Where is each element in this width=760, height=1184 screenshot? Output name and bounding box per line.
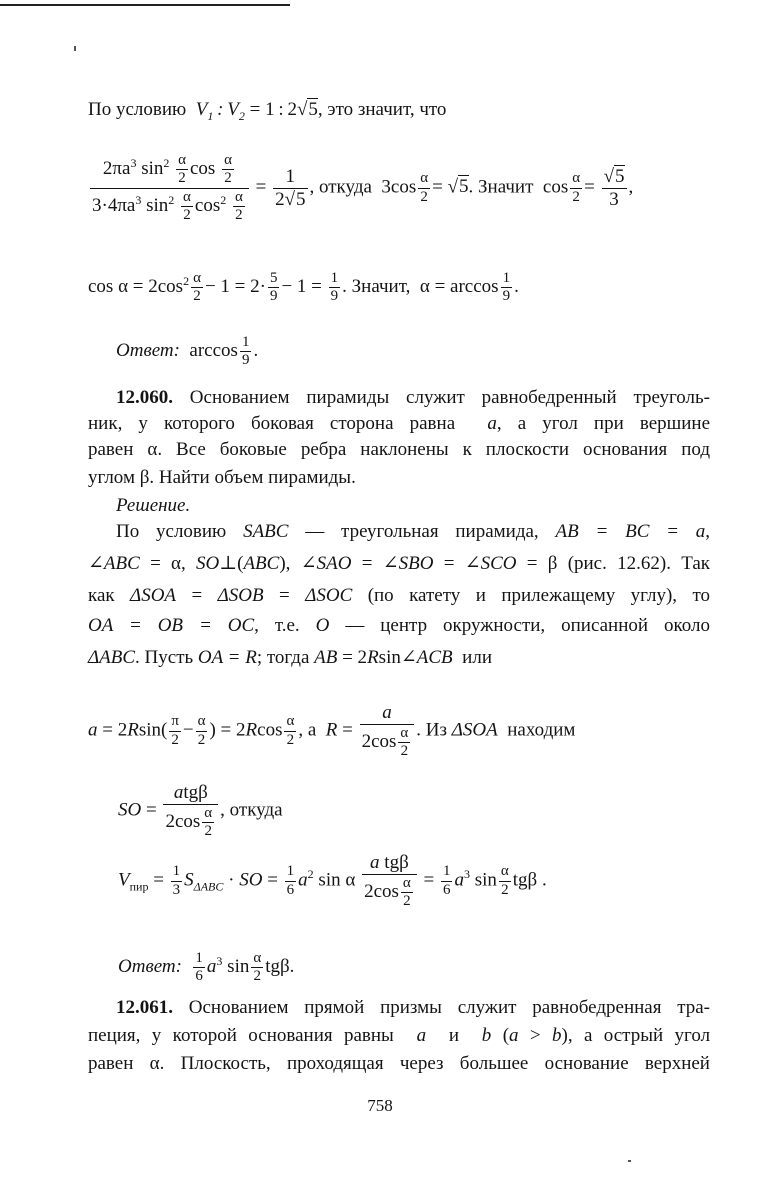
text: ; тогда [256,647,310,668]
text: и [448,1025,460,1046]
intro-line [88,98,446,122]
text: . Все боковые ребра наклонены к плоскости основания под [157,439,710,460]
text: . Плоскость, проходящая через большее основание верхней [159,1053,710,1074]
text: — центр окружности, описанной около [345,615,711,636]
solution-line5: ΔABC. Пусть OA = R; тогда AB = 2Rsin∠ACB или [88,647,492,668]
equation-SO: SO = atgβ 2cos $\frac{\alpha}{2}$ , откуда [118,782,283,840]
equation-2: $\cos \alpha = 2\cos^2$ $\frac{\alpha}{2}$ − 1 = 2· $\frac{5}{9}$ − 1 = $\frac{1}{9}$ . Значит, α = arccos $\frac{1}{9}$ . [88,270,519,305]
problem-060-line2: ник, у которого боковая сторона равна a, а угол при вершине [88,413,711,434]
equation-V: $V_{пир}$ = $\frac{1}{3}$ $S_{\Delta ABC}$ · SO = $\frac{1}{6}$ $a^2$ sin α a tgβ 2cos $\frac{\alpha}{2}$ = $\frac{1}{6}$ $a^3$ sin $\frac{\alpha}{2}$ tgβ . [118,852,547,910]
scan-speck [628,1160,631,1162]
text: Основанием прямой призмы служит равнобедренная тра- [188,997,711,1018]
fraction-one-over-2sqrt5: $\frac{1}{2√5}$ [275,165,306,210]
scan-speck [74,46,76,51]
solution-line1: По условию SABC — треугольная пирамида, AB = BC = a, [116,521,711,542]
text: — треугольная пирамида, [305,521,539,542]
formula-ratio: $V_1$ : $V_2 = 1$ : 2√5 [190,99,318,123]
text: или [462,647,492,668]
problem-060-line3: равен α. Все боковые ребра наклонены к плоскости основания под [88,439,710,460]
solution-line2: ∠ABC = α, SO⊥(ABC), ∠SAO = ∠SBO = ∠SCO = β (рис. 12.62). Так [88,553,711,574]
solution-label: Решение. [116,495,191,516]
text: , т.е. [254,615,300,636]
text: находим [507,719,576,741]
equation-1: $2\pi a^3$ $\sin^2$ $\frac{\alpha}{2}$ cos $\frac{\alpha}{2}$ $3\cdot 4\pi a^3$ $\sin^2$ $\frac{\alpha}{2}$ $\cos^2$ $\frac{\alpha}{2}$ = $\frac{1}{2√5}$ , откуда 3cos $\frac{\alpha}{2}$ = √5. Значит cos $\frac{\alpha}{2}$ = $\frac{√5}{3}$ , [92,152,634,223]
text: . Значит, [342,276,411,298]
solution-line3: как ΔSOA = ΔSOB = ΔSOC (по катету и прилежащему углу), то [88,585,711,606]
equation-a: a = 2Rsin( $\frac{\pi}{2}$ − $\frac{\alpha}{2}$ ) = 2Rcos $\frac{\alpha}{2}$ , а R = a 2cos $\frac{\alpha}{2}$ . Из ΔSOA находим [88,702,576,760]
text: . [514,276,519,298]
text: (рис. 12.62). Так [567,553,711,574]
text: , а [298,719,317,741]
page-number: 758 [367,1096,393,1115]
fraction-R: a 2cos $\frac{\alpha}{2}$ [360,702,415,760]
text: равен [88,1053,134,1074]
text: По условию [88,99,187,120]
fraction-SO: atgβ 2cos $\frac{\alpha}{2}$ [163,782,218,840]
problem-061-line3: равен α. Плоскость, проходящая через большее основание верхней [88,1053,710,1074]
solution-line4: OA = OB = OC, т.е. O — центр окружности, описанной около [88,615,711,636]
text: как [88,585,115,606]
text: , а острый угол [567,1025,711,1046]
text: . Значит [468,176,534,198]
text: . Пусть [135,647,194,668]
answer-2: Ответ: $\frac{1}{6}$ $a^3$ sin $\frac{\alpha}{2}$ tgβ. [118,950,295,985]
big-fraction: $2\pi a^3$ $\sin^2$ $\frac{\alpha}{2}$ cos $\frac{\alpha}{2}$ $3\cdot 4\pi a^3$ $\sin^2$ $\frac{\alpha}{2}$ $\cos^2$ $\frac{\alpha}{2}$ [90,152,249,224]
text: равен [88,439,134,460]
answer-label: Ответ: [116,340,180,362]
problem-061-line2: пеция, у которой основания равны a и b (a > b), а острый угол [88,1025,711,1046]
problem-061-line1 [116,996,710,1020]
text: , откуда [220,799,283,821]
text: пеция, у которой основания равны [88,1025,394,1046]
top-rule [0,4,290,6]
text: , это значит, что [317,99,447,120]
text: , [628,176,634,198]
answer-label: Ответ: [118,956,182,978]
problem-number: 12.061. [116,997,173,1018]
problem-060-line4: углом β. Найти объем пирамиды. [88,467,356,488]
text: , а угол при вершине [496,413,711,434]
text: Основанием пирамиды служит равнобедренный треуголь- [189,387,710,408]
answer-1: Ответ: arccos $\frac{1}{9}$ . [116,334,259,369]
text: , откуда [309,176,372,198]
problem-number: 12.060. [116,387,173,408]
problem-060-line1 [116,386,710,410]
text: . Из [416,719,448,741]
text: ник, у которого боковая сторона равна [88,413,456,434]
text: углом [88,467,135,488]
text: По условию [116,521,227,542]
text: (по катету и прилежащему углу), то [367,585,711,606]
text: . Найти объем пирамиды. [149,467,356,488]
